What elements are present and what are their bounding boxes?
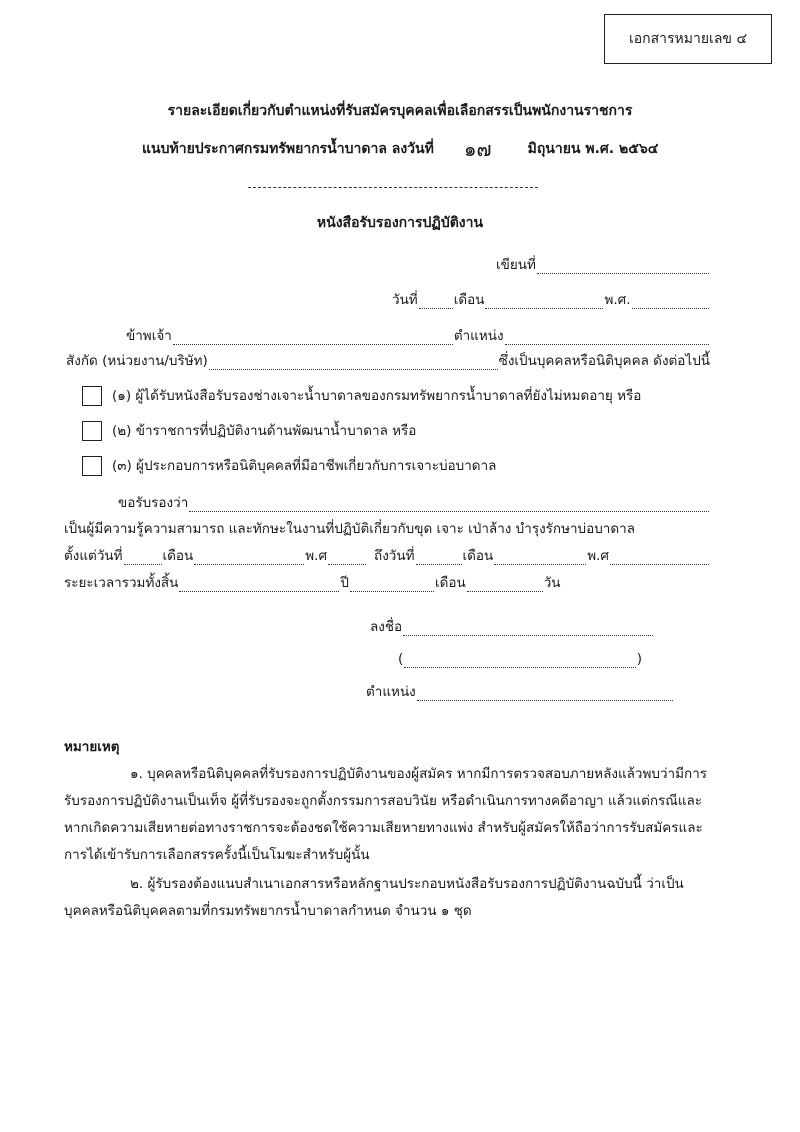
duration-years-input[interactable] [179, 578, 339, 592]
years-label: ปี [340, 575, 349, 591]
checkbox-1[interactable] [82, 386, 102, 406]
paren-open: ( [398, 651, 404, 667]
notes-heading: หมายเหตุ [64, 739, 120, 755]
document-number: เอกสารหมายเลข ๔ [628, 31, 748, 47]
option-1-label: (๑) ผู้ได้รับหนังสือรับรองช่างเจาะน้ำบาดาลของกรมทรัพยากรน้ำบาดาลที่ยังไม่หมดอายุ หรือ [112, 388, 642, 404]
note-line: บุคคลหรือนิติบุคคลตามที่กรมทรัพยากรน้ำบาดาลกำหนด จำนวน ๑ ชุด [64, 903, 472, 919]
option-3-label: (๓) ผู้ประกอบการหรือนิติบุคคลที่มีอาชีพเกี่ยวกับการเจาะบ่อบาดาล [112, 458, 497, 474]
checkbox-2[interactable] [82, 421, 102, 441]
printed-name-input[interactable] [404, 654, 635, 668]
option-3[interactable] [82, 456, 496, 476]
name-row [126, 327, 710, 345]
title-text: รายละเอียดเกี่ยวกับตำแหน่งที่รับสมัครบุคคลเพื่อเลือกสรรเป็นพนักงานราชการ [167, 103, 633, 119]
to-month-label: เดือน [462, 548, 494, 564]
certify-input[interactable] [189, 498, 709, 512]
date-row [392, 291, 710, 309]
days-label: วัน [543, 575, 561, 591]
sign-position-row [366, 683, 674, 701]
months-label: เดือน [434, 575, 466, 591]
sign-position-label: ตำแหน่ง [366, 684, 416, 700]
from-date-label: ตั้งแต่วันที่ [64, 548, 123, 564]
to-year-input[interactable] [610, 551, 709, 565]
date-input[interactable] [419, 295, 453, 309]
note-line: การได้เข้ารับการเลือกสรรครั้งนี้เป็นโมฆะสำหรับผู้นั้น [64, 847, 370, 863]
written-at-label: เขียนที่ [496, 257, 536, 273]
duration-row [64, 574, 561, 592]
title-line-1 [0, 102, 800, 120]
from-month-label: เดือน [162, 548, 194, 564]
title-prefix: แนบท้ายประกาศกรมทรัพยากรน้ำบาดาล ลงวันที่ [142, 141, 434, 157]
checkbox-3[interactable] [82, 456, 102, 476]
sign-position-input[interactable] [417, 687, 673, 701]
paren-close: ) [636, 651, 642, 667]
signature-input[interactable] [403, 622, 653, 636]
written-at-field[interactable] [496, 256, 710, 274]
affiliation-input[interactable] [209, 356, 498, 370]
from-date-input[interactable] [124, 551, 162, 565]
name-label: ข้าพเจ้า [126, 328, 172, 344]
from-year-label: พ.ศ [305, 548, 328, 564]
duration-label: ระยะเวลารวมทั้งสิ้น [64, 575, 179, 591]
title-day: ๑๗ [463, 137, 492, 161]
affiliation-row [66, 352, 710, 370]
competence-text: เป็นผู้มีความรู้ความสามารถ และทักษะในงานที่ปฏิบัติเกี่ยวกับขุด เจาะ เป่าล้าง บำรุงรักษาบ่อบาดาล [64, 521, 636, 537]
month-input[interactable] [485, 295, 603, 309]
option-1[interactable] [82, 386, 641, 406]
name-input[interactable] [173, 331, 453, 345]
year-input[interactable] [632, 295, 710, 309]
affiliation-label: สังกัด (หน่วยงาน/บริษัท) [66, 353, 208, 369]
printed-name-row [398, 650, 642, 668]
affiliation-suffix: ซึ่งเป็นบุคคลหรือนิติบุคคล ดังต่อไปนี้ [498, 353, 710, 369]
period-row [64, 547, 710, 565]
to-date-label: ถึงวันที่ [374, 548, 415, 564]
option-2[interactable] [82, 421, 416, 441]
from-year-input[interactable] [328, 551, 366, 565]
note-line: หากเกิดความเสียหายต่อทางราชการจะต้องชดใช้ความเสียหายทางแพ่ง สำหรับผู้สมัครให้ถือว่าการรับสมัครและ [64, 820, 703, 836]
note-line: รับรองการปฏิบัติงานเป็นเท็จ ผู้ที่รับรองจะถูกตั้งกรรมการสอบวินัย หรือดำเนินการทางคดีอาญา แล้วแต่กรณีและ [64, 793, 703, 809]
certify-label: ขอรับรองว่า [118, 495, 189, 511]
title-line-2 [142, 137, 659, 161]
certify-row [118, 494, 710, 512]
to-date-input[interactable] [416, 551, 462, 565]
from-month-input[interactable] [194, 551, 304, 565]
duration-days-input[interactable] [467, 578, 543, 592]
to-year-label: พ.ศ [587, 548, 609, 564]
date-label: วันที่ [392, 292, 418, 308]
to-month-input[interactable] [494, 551, 586, 565]
month-label: เดือน [453, 292, 485, 308]
note-line: ๒. ผู้รับรองต้องแนบสำเนาเอกสารหรือหลักฐานประกอบหนังสือรับรองการปฏิบัติงานฉบับนี้ ว่าเป็น [130, 876, 684, 892]
signature-label: ลงชื่อ [370, 619, 403, 635]
position-input[interactable] [505, 331, 709, 345]
title-month-year: มิถุนายน พ.ศ. ๒๕๖๔ [527, 141, 659, 157]
option-2-label: (๒) ข้าราชการที่ปฏิบัติงานด้านพัฒนาน้ำบาดาล หรือ [112, 423, 417, 439]
written-at-input[interactable] [537, 260, 709, 274]
signature-row [370, 618, 654, 636]
subtitle-line [0, 214, 800, 232]
divider [248, 187, 538, 188]
subtitle: หนังสือรับรองการปฏิบัติงาน [316, 215, 484, 231]
competence-line [64, 520, 635, 538]
note-line: ๑. บุคคลหรือนิติบุคคลที่รับรองการปฏิบัติงานของผู้สมัคร หากมีการตรวจสอบภายหลังแล้วพบว่ามีการ [130, 766, 708, 782]
duration-months-input[interactable] [350, 578, 434, 592]
position-label: ตำแหน่ง [453, 328, 504, 344]
year-label: พ.ศ. [604, 292, 631, 308]
document-number-box [604, 14, 772, 64]
